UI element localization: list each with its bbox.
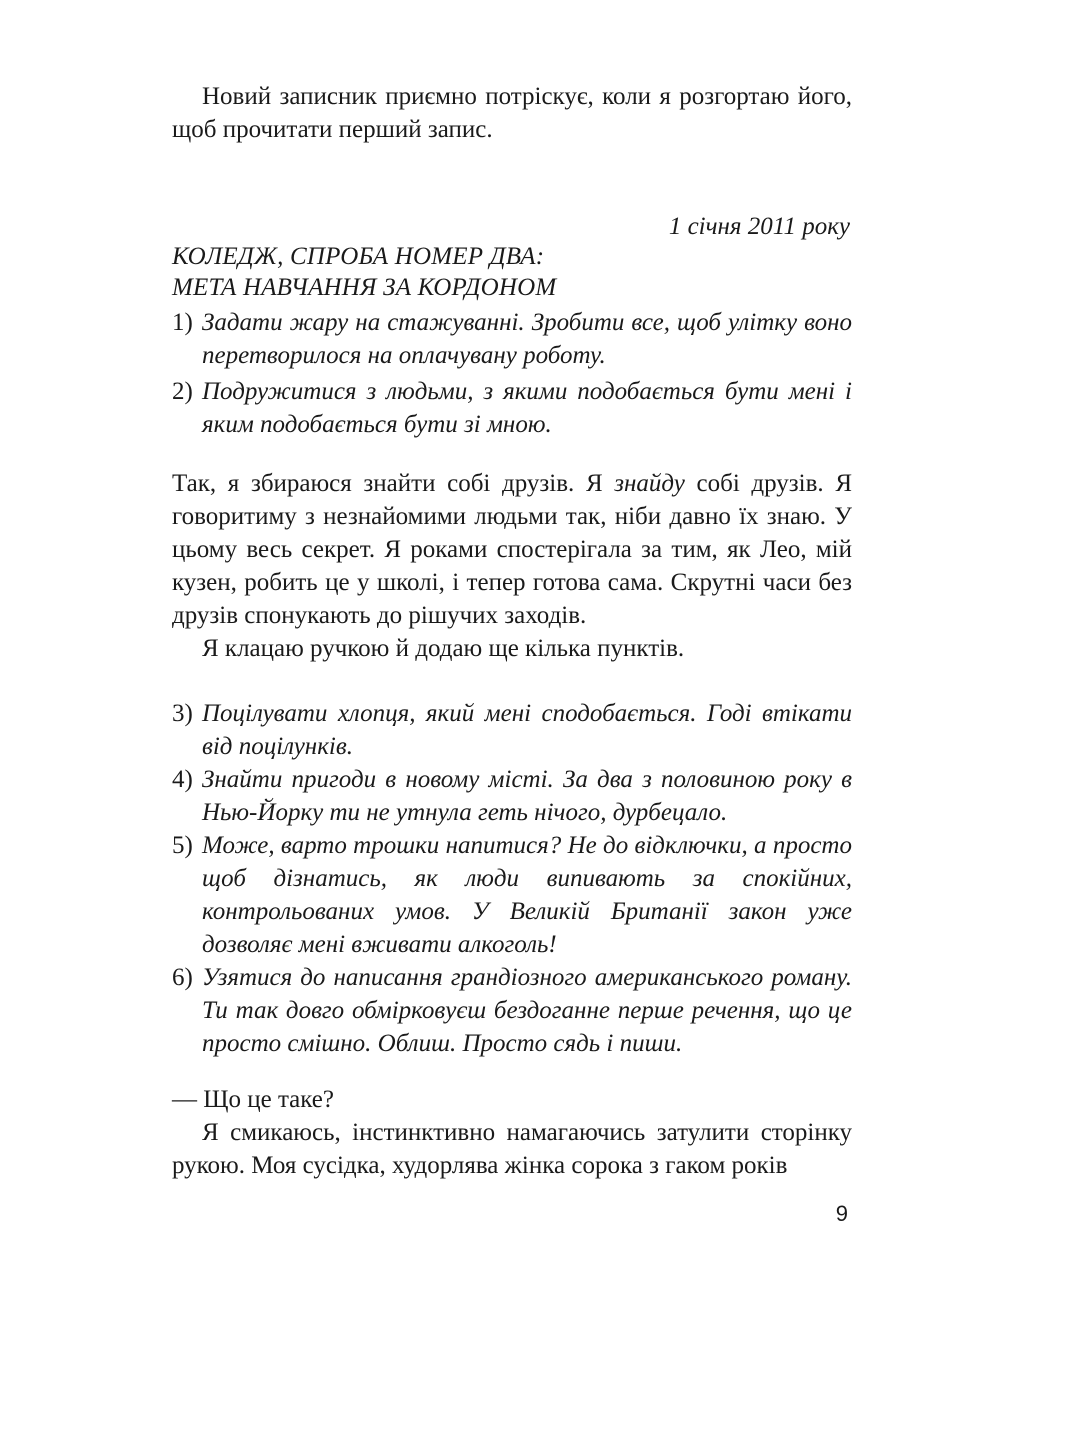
list-item [172,829,852,961]
list-item-number: 1) [172,309,193,336]
goal-list-b [172,697,852,1060]
ending-paragraph: Я смикаюсь, інстинктивно намагаючись затулити сторінку рукою. Моя сусідка, худорлява жінка сорока з гаком років [172,1119,852,1179]
list-item-number: 5) [172,832,193,859]
list-item-text: Узятися до написання грандіозного американського роману. Ти так довго обмірковуєш бездоганне перше речення, що це просто смішно. Облиш. Просто сядь і пиши. [202,964,852,1057]
list-item-number: 3) [172,700,193,727]
middle-text-before: Так, я збираюся знайти собі друзів. Я [172,470,615,497]
list-item-number: 6) [172,964,193,991]
goal-list-a [172,306,852,441]
list-item [172,306,852,372]
list-item [172,961,852,1060]
entry-date: 1 січня 2011 року [668,213,850,240]
list-item-text: Може, варто трошки напитися? Не до відключки, а просто щоб дізнатись, як люди випивають за спокійних, контрольованих умов. У Великій Британії закон уже дозволяє мені вживати алкоголь! [202,832,852,958]
middle-text-after: собі друзів. Я говоритиму з незнайомими людьми так, ніби давно їх знаю. У цьому весь секрет. Я роками спостерігала за тим, як Лео, мій кузен, робить це у школі, і тепер готова сама. Скрутні часи без друзів спонукають до рішучих заходів. [172,470,853,629]
list-item [172,375,852,441]
list-item [172,763,852,829]
middle-paragraph [172,467,852,632]
page-number: 9 [835,1201,848,1226]
middle-block [172,467,852,665]
dialogue-line: — Що це таке? [172,1086,334,1113]
intro-block [172,80,852,146]
list-item-text: Подружитися з людьми, з якими подобається бути мені і яким подобається бути зі мною. [202,378,852,438]
entry-heading-line1: КОЛЕДЖ, СПРОБА НОМЕР ДВА: [172,243,545,270]
entry-heading [172,241,852,303]
ending-block [172,1083,852,1182]
list-item-text: Поцілувати хлопця, який мені сподобається. Годі втікати від поцілунків. [202,700,852,760]
list-item [172,697,852,763]
middle-text-emphasis: знайду [614,470,685,497]
entry-heading-line2: МЕТА НАВЧАННЯ ЗА КОРДОНОМ [172,274,557,301]
list-item-number: 4) [172,766,193,793]
middle-paragraph-2: Я клацаю ручкою й додаю ще кілька пунктів. [202,635,685,662]
list-item-number: 2) [172,378,193,405]
list-item-text: Задати жару на стажуванні. Зробити все, щоб улітку воно перетворилося на оплачувану роботу. [202,309,852,369]
intro-paragraph: Новий записник приємно потріскує, коли я розгортаю його, щоб прочитати перший запис. [172,83,852,143]
list-item-text: Знайти пригоди в новому місті. За два з половиною року в Нью-Йорку ти не утнула геть нічого, дурбецало. [202,766,852,826]
